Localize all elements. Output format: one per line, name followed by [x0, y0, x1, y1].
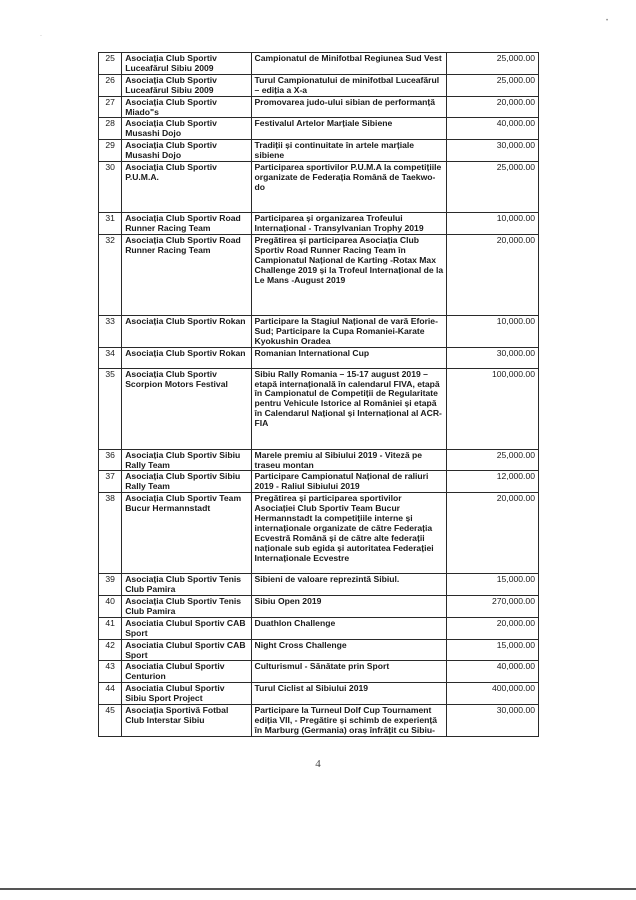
grant-amount: 20,000.00 — [447, 234, 539, 315]
table-row — [99, 213, 539, 235]
table-row — [99, 234, 539, 315]
project-title: Participare la Turneul Dolf Cup Tournament ediția VII, - Pregătire și schimb de experiență în Marburg (Germania) oraș înfrățit cu Sibiu- — [251, 705, 447, 737]
grant-amount: 25,000.00 — [447, 74, 539, 96]
organization-name: Asociația Club Sportiv Tenis Club Pamira — [122, 596, 251, 618]
row-number: 39 — [99, 574, 122, 596]
table-row — [99, 683, 539, 705]
project-title: Participare la Stagiul Național de vară Eforie-Sud; Participare la Cupa Romaniei-Karate Kyokushin Oradea — [251, 315, 447, 347]
row-number: 35 — [99, 368, 122, 449]
row-number: 28 — [99, 118, 122, 140]
table-row — [99, 368, 539, 449]
grant-amount: 30,000.00 — [447, 705, 539, 737]
grant-amount: 15,000.00 — [447, 574, 539, 596]
organization-name: Asociatia Clubul Sportiv Sibiu Sport Project — [122, 683, 251, 705]
organization-name: Asociația Club Sportiv Road Runner Racing Team — [122, 234, 251, 315]
project-title: Sibiu Open 2019 — [251, 596, 447, 618]
table-row — [99, 162, 539, 213]
project-title: Turul Ciclist al Sibiului 2019 — [251, 683, 447, 705]
table-row — [99, 617, 539, 639]
page-number: 4 — [315, 758, 321, 770]
project-title: Romanian International Cup — [251, 347, 447, 368]
row-number: 33 — [99, 315, 122, 347]
project-title: Sibieni de valoare reprezintă Sibiul. — [251, 574, 447, 596]
row-number: 25 — [99, 53, 122, 75]
organization-name: Asociația Club Sportiv Team Bucur Hermannstadt — [122, 493, 251, 574]
project-title: Participare Campionatul Național de raliuri 2019 - Raliul Sibiului 2019 — [251, 471, 447, 493]
row-number: 43 — [99, 661, 122, 683]
grant-amount: 30,000.00 — [447, 347, 539, 368]
project-title: Culturismul - Sănătate prin Sport — [251, 661, 447, 683]
organization-name: Asociatia Clubul Sportiv Centurion — [122, 661, 251, 683]
row-number: 38 — [99, 493, 122, 574]
table-row — [99, 449, 539, 471]
table-row — [99, 705, 539, 737]
project-title: Participarea sportivilor P.U.M.A la competițiile organizate de Federația Română de Taekwo-do — [251, 162, 447, 213]
organization-name: Asociația Club Sportiv Sibiu Rally Team — [122, 449, 251, 471]
project-title: Marele premiu al Sibiului 2019 - Viteză pe traseu montan — [251, 449, 447, 471]
organization-name: Asociația Club Sportiv Musashi Dojo — [122, 118, 251, 140]
grant-amount: 400,000.00 — [447, 683, 539, 705]
organization-name: Asociația Club Sportiv Road Runner Racing Team — [122, 213, 251, 235]
project-title: Tradiții și continuitate în artele marțiale sibiene — [251, 140, 447, 162]
row-number: 31 — [99, 213, 122, 235]
grant-amount: 25,000.00 — [447, 162, 539, 213]
project-title: Pregătirea și participarea Asociația Club Sportiv Road Runner Racing Team în Campionatul Național de Karting -Rotax Max Challenge 2019 și la Trofeul Internațional de la Le Mans -August 2019 — [251, 234, 447, 315]
scan-speck: • — [606, 18, 609, 24]
project-title: Participarea și organizarea Trofeului Internațional - Transylvanian Trophy 2019 — [251, 213, 447, 235]
row-number: 42 — [99, 639, 122, 661]
row-number: 26 — [99, 74, 122, 96]
row-number: 37 — [99, 471, 122, 493]
row-number: 41 — [99, 617, 122, 639]
table-row — [99, 53, 539, 75]
table-row — [99, 471, 539, 493]
scan-bottom-edge — [0, 888, 636, 890]
organization-name: Asociația Club Sportiv Luceafărul Sibiu 2009 — [122, 53, 251, 75]
project-title: Night Cross Challenge — [251, 639, 447, 661]
row-number: 34 — [99, 347, 122, 368]
project-title: Turul Campionatului de minifotbal Luceafărul – ediția a X-a — [251, 74, 447, 96]
row-number: 27 — [99, 96, 122, 118]
organization-name: Asociația Club Sportiv Rokan — [122, 315, 251, 347]
grant-amount: 25,000.00 — [447, 53, 539, 75]
grants-table — [98, 52, 539, 737]
grant-amount: 10,000.00 — [447, 213, 539, 235]
grant-amount: 270,000.00 — [447, 596, 539, 618]
table-row — [99, 639, 539, 661]
grant-amount: 25,000.00 — [447, 449, 539, 471]
row-number: 40 — [99, 596, 122, 618]
table-row — [99, 493, 539, 574]
organization-name: Asociația Club Sportiv P.U.M.A. — [122, 162, 251, 213]
grants-table-body — [99, 53, 539, 737]
table-row — [99, 96, 539, 118]
organization-name: Asociația Sportivă Fotbal Club Interstar Sibiu — [122, 705, 251, 737]
row-number: 32 — [99, 234, 122, 315]
row-number: 45 — [99, 705, 122, 737]
row-number: 29 — [99, 140, 122, 162]
table-row — [99, 347, 539, 368]
organization-name: Asociația Club Sportiv Miado"s — [122, 96, 251, 118]
project-title: Campionatul de Minifotbal Regiunea Sud Vest — [251, 53, 447, 75]
table-row — [99, 74, 539, 96]
grant-amount: 100,000.00 — [447, 368, 539, 449]
table-row — [99, 574, 539, 596]
row-number: 36 — [99, 449, 122, 471]
table-row — [99, 661, 539, 683]
organization-name: Asociația Club Sportiv Luceafărul Sibiu 2009 — [122, 74, 251, 96]
table-row — [99, 596, 539, 618]
scan-speck: · — [40, 33, 42, 39]
grant-amount: 40,000.00 — [447, 661, 539, 683]
project-title: Duathlon Challenge — [251, 617, 447, 639]
organization-name: Asociația Club Sportiv Rokan — [122, 347, 251, 368]
row-number: 30 — [99, 162, 122, 213]
organization-name: Asociația Club Sportiv Musashi Dojo — [122, 140, 251, 162]
grant-amount: 10,000.00 — [447, 315, 539, 347]
project-title: Festivalul Artelor Marțiale Sibiene — [251, 118, 447, 140]
grant-amount: 20,000.00 — [447, 617, 539, 639]
row-number: 44 — [99, 683, 122, 705]
organization-name: Asociația Club Sportiv Sibiu Rally Team — [122, 471, 251, 493]
grant-amount: 20,000.00 — [447, 493, 539, 574]
table-row — [99, 140, 539, 162]
project-title: Sibiu Rally Romania – 15-17 august 2019 – etapă internațională în calendarul FIVA, etapă în Campionatul de Competiții de Regularitate pentru Vehicule Istorice al României și etapă în Calendarul Național și Internațional al ACR-FIA — [251, 368, 447, 449]
grant-amount: 40,000.00 — [447, 118, 539, 140]
organization-name: Asociația Club Sportiv Scorpion Motors Festival — [122, 368, 251, 449]
project-title: Promovarea judo-ului sibian de performanță — [251, 96, 447, 118]
grant-amount: 30,000.00 — [447, 140, 539, 162]
table-row — [99, 315, 539, 347]
organization-name: Asociația Club Sportiv Tenis Club Pamira — [122, 574, 251, 596]
grant-amount: 15,000.00 — [447, 639, 539, 661]
table-row — [99, 118, 539, 140]
grant-amount: 20,000.00 — [447, 96, 539, 118]
grant-amount: 12,000.00 — [447, 471, 539, 493]
organization-name: Asociatia Clubul Sportiv CAB Sport — [122, 617, 251, 639]
project-title: Pregătirea și participarea sportivilor Asociației Club Sportiv Team Bucur Hermannstadt la competițiile interne și internaționale organizate de către Federația Ecvestră Română și de către alte federații naționale sub egida și autoritatea Federației Internaționale Ecvestre — [251, 493, 447, 574]
organization-name: Asociatia Clubul Sportiv CAB Sport — [122, 639, 251, 661]
